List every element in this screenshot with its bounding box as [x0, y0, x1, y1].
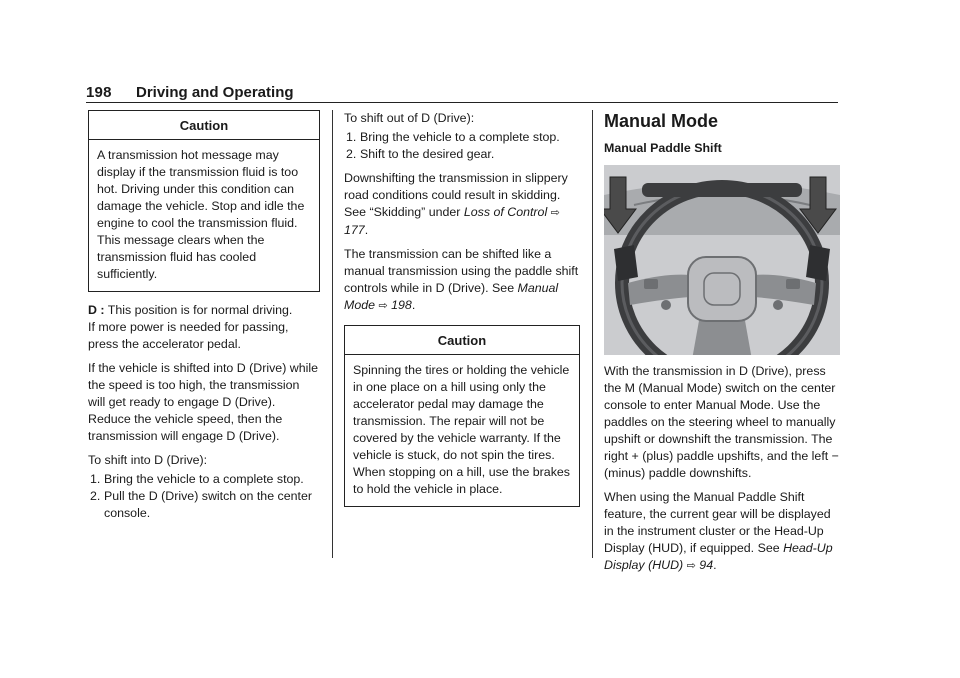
- steering-wheel-graphic: [604, 165, 840, 355]
- steering-wheel-illustration: [604, 165, 840, 355]
- caution-body: A transmission hot message may display if the transmission fluid is too hot. Driving under this condition can damage the vehicle. Stop and idle the engine to cool the transmission fluid. This message clears when the transmission fluid has cooled sufficiently.: [97, 148, 305, 281]
- caution-body: Spinning the tires or holding the vehicle in one place on a hill using only the accelerator pedal may damage the transmission. The repair will not be covered by the vehicle warranty. If the vehicle is stuck, do not spin the tires. When stopping on a hill, use the brakes to hold the vehicle in place.: [353, 363, 570, 496]
- drive-definition: [88, 302, 320, 353]
- list-item: 2. Shift to the desired gear.: [346, 147, 495, 161]
- paddle-paragraph: The transmission can be shifted like a manual transmission using the paddle shift controls while in D (Drive). See Manual Mode ⇨ 198.: [344, 247, 579, 312]
- column-divider-2: [592, 110, 593, 558]
- manual-mode-paragraph: With the transmission in D (Drive), press the M (Manual Mode) switch on the center console to enter Manual Mode. Use the paddles on the steering wheel to manually upshift or downshift the transmission. The right + (plus) paddle upshifts, and the left − (minus) paddle downshifts.: [604, 364, 839, 480]
- manual-mode-link[interactable]: Manual Mode: [344, 281, 559, 312]
- list-item: 1. Bring the vehicle to a complete stop.: [90, 472, 304, 486]
- xref-arrow-icon: ⇨: [550, 207, 560, 219]
- column-3: [604, 110, 840, 582]
- shift-into-steps: [88, 471, 320, 522]
- caution-box-transmission-hot: [88, 110, 320, 292]
- column-divider-1: [332, 110, 333, 558]
- section-title: Driving and Operating: [136, 84, 294, 101]
- page-number: 198: [86, 84, 112, 101]
- shift-into-heading: To shift into D (Drive):: [88, 453, 208, 467]
- drive-text: This position is for normal driving.: [107, 303, 293, 317]
- page-ref-94[interactable]: 94: [699, 558, 714, 572]
- downshift-paragraph: Downshifting the transmission in slippery road conditions could result in skidding. See “Skidding” under Loss of Control ⇨ 177.: [344, 171, 568, 237]
- page-ref-198[interactable]: 198: [391, 298, 412, 312]
- column-2: [344, 110, 580, 517]
- manual-mode-title: Manual Mode: [604, 111, 719, 131]
- shift-out-heading: To shift out of D (Drive):: [344, 111, 475, 125]
- column-1: [88, 110, 320, 529]
- header-rule: [86, 102, 838, 103]
- list-item: 2. Pull the D (Drive) switch on the center console.: [90, 489, 312, 520]
- xref-arrow-icon: ⇨: [686, 560, 696, 572]
- page-header: [86, 84, 838, 104]
- list-item: 1. Bring the vehicle to a complete stop.: [346, 130, 560, 144]
- power-paragraph: If more power is needed for passing, press the accelerator pedal.: [88, 320, 289, 351]
- caution-title: Caution: [345, 326, 579, 355]
- shift-out-steps: [344, 129, 580, 163]
- caution-title: Caution: [89, 111, 319, 140]
- page-ref-177[interactable]: 177: [344, 223, 365, 237]
- shifted-paragraph: If the vehicle is shifted into D (Drive) while the speed is too high, the transmission will get ready to engage D (Drive). Reduce the vehicle speed, then the transmission will engage D (Drive).: [88, 361, 319, 443]
- loss-of-control-link[interactable]: Loss of Control: [463, 205, 548, 219]
- manual-paddle-shift-subtitle: Manual Paddle Shift: [604, 141, 722, 155]
- xref-arrow-icon: ⇨: [378, 300, 388, 312]
- drive-label: D :: [88, 303, 105, 317]
- caution-box-spinning-tires: [344, 325, 580, 507]
- paddle-feature-paragraph: When using the Manual Paddle Shift feature, the current gear will be displayed in the instrument cluster or the Head-Up Display (HUD), if equipped. See Head-Up Display (HUD) ⇨ 94.: [604, 490, 833, 572]
- hud-link[interactable]: Head-Up Display (HUD): [604, 541, 833, 572]
